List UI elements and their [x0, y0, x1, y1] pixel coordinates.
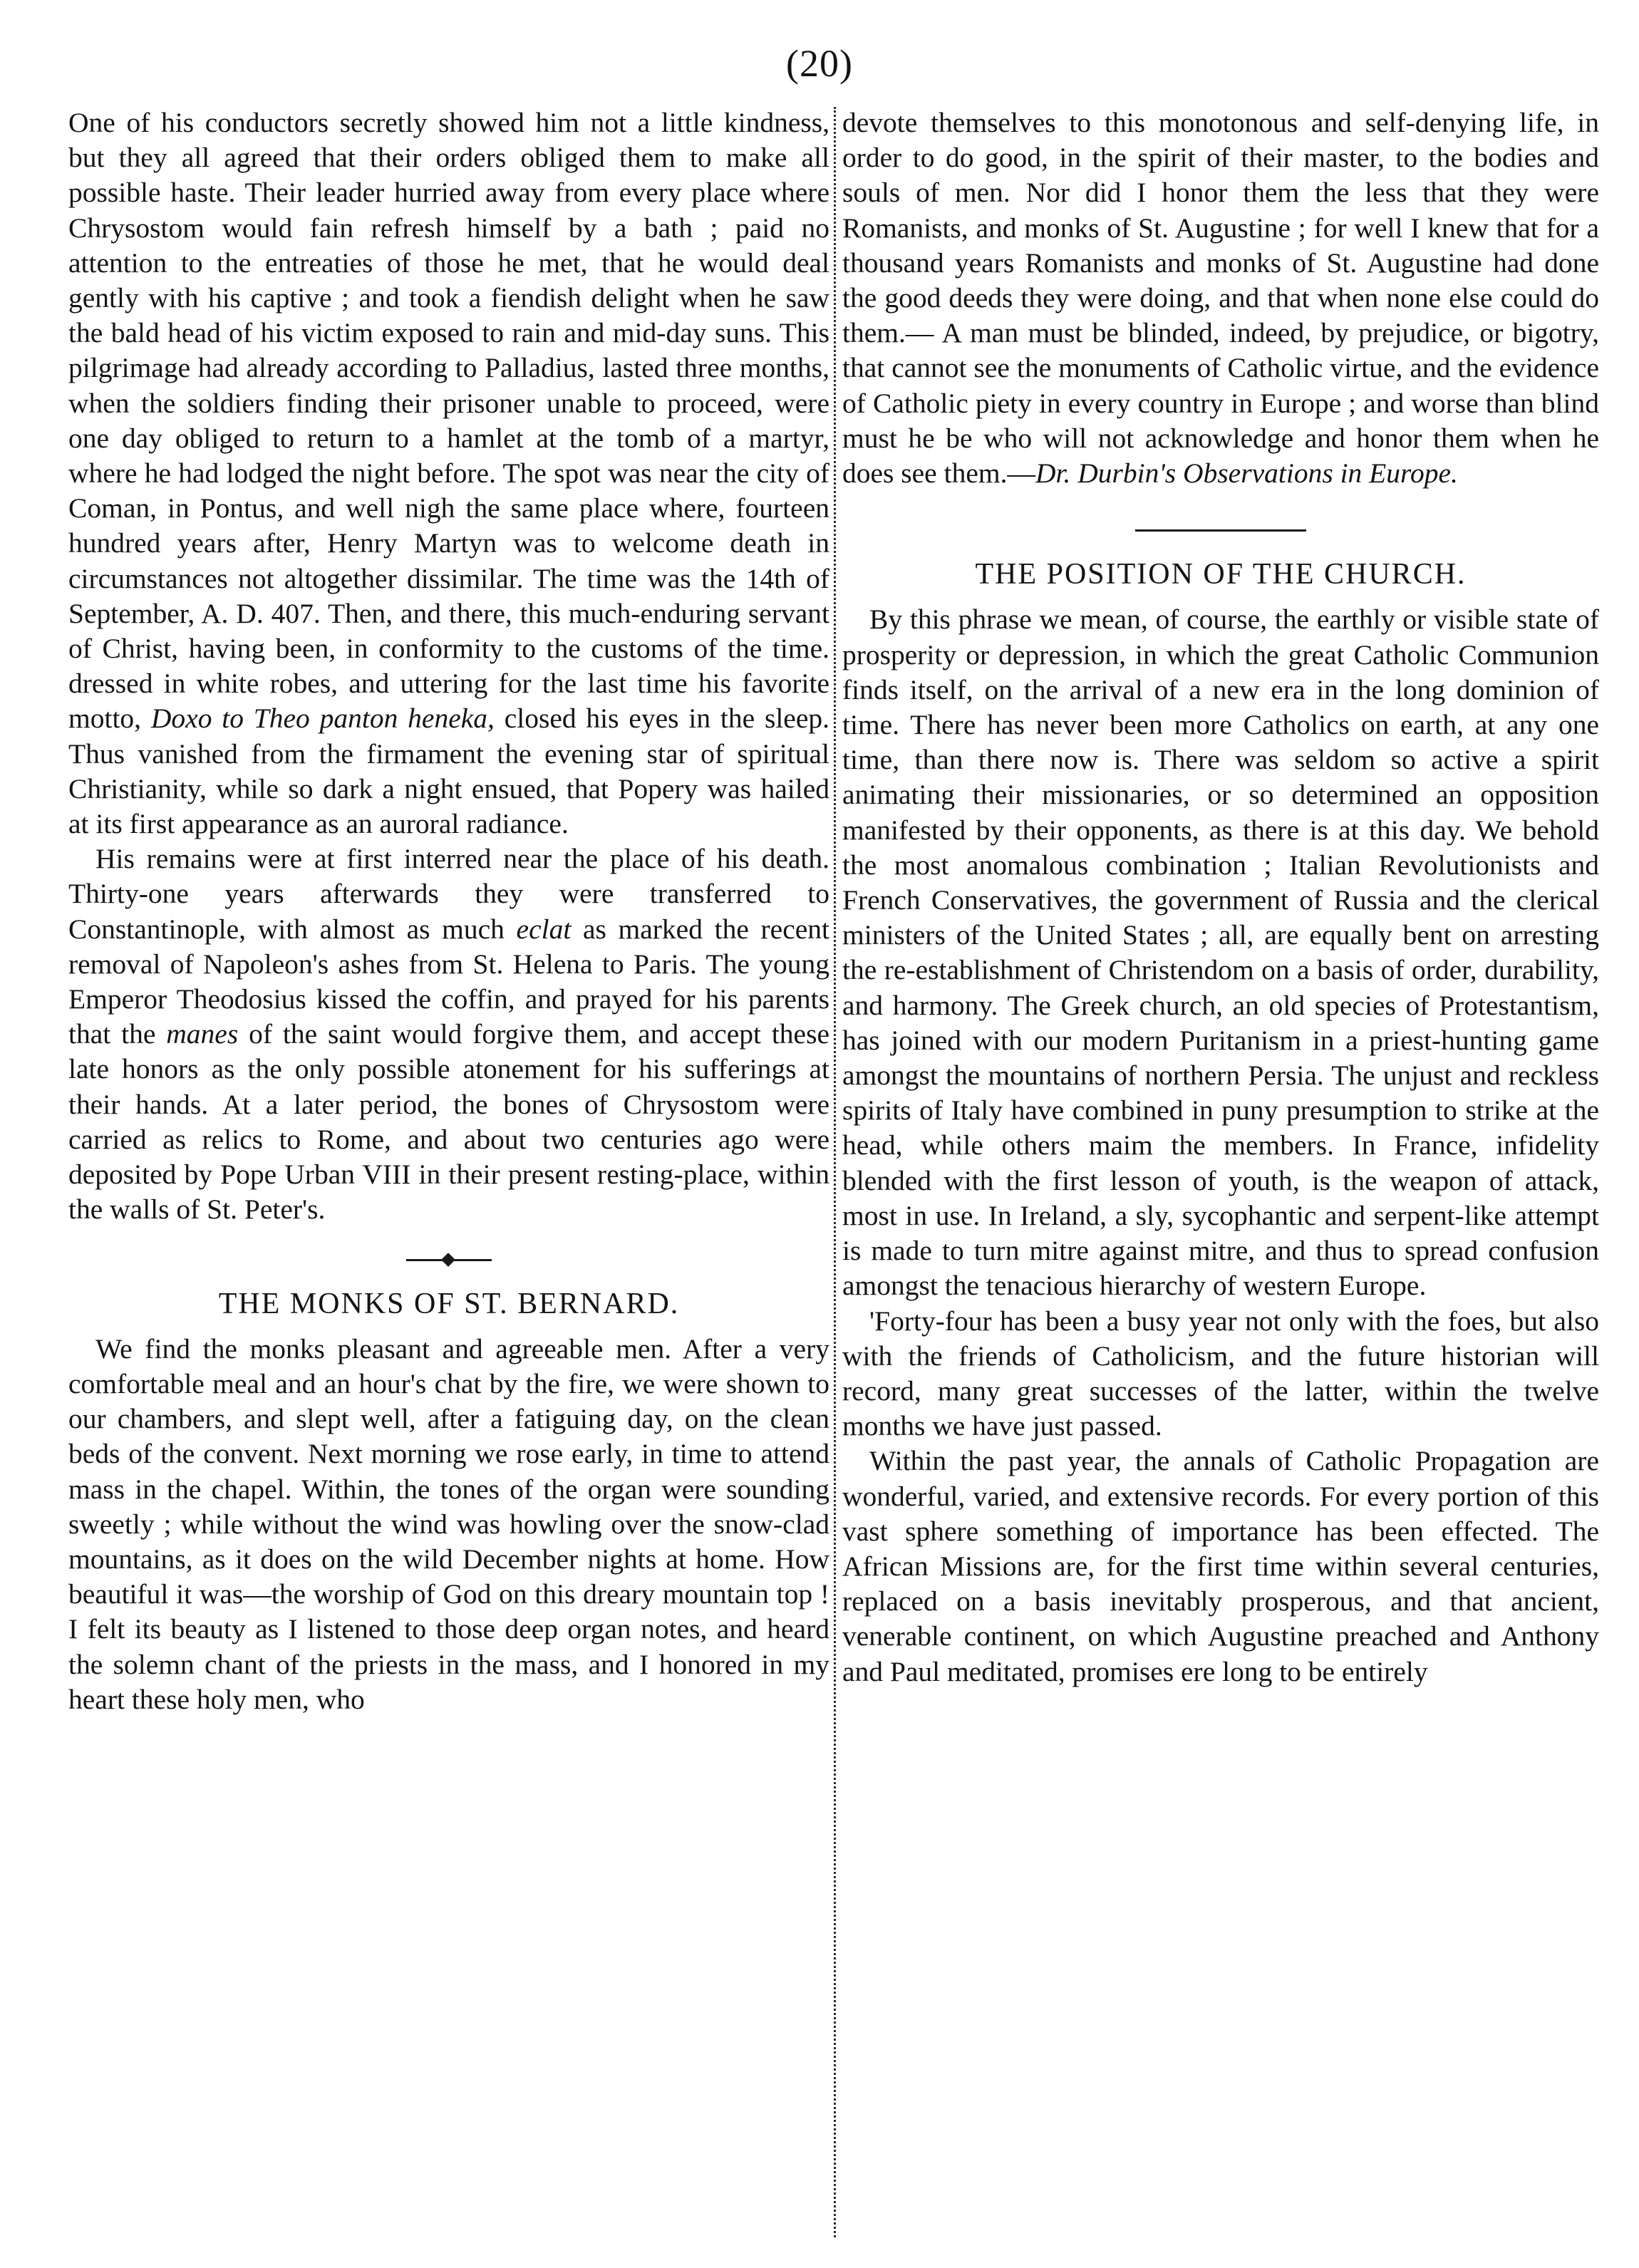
manes-italic: manes	[166, 1018, 239, 1050]
right-column	[842, 105, 1599, 1689]
monks-source-italic: Dr. Durbin's Observations in Europe.	[1035, 457, 1458, 490]
chrysostom-paragraph-2	[68, 842, 829, 1227]
chrysostom-text-2a: His remains were at first interred near the place of his death. Thirty-one years afterwards they were transferred to Constantinople, with almost as much	[68, 843, 829, 945]
eclat-italic: eclat	[516, 913, 572, 945]
column-divider	[834, 107, 836, 2237]
monks-continued-paragraph	[842, 105, 1599, 491]
monks-heading: THE MONKS OF ST. BERNARD.	[218, 1287, 680, 1320]
position-heading: THE POSITION OF THE CHURCH.	[975, 558, 1467, 591]
motto-italic: Doxo to Theo panton heneka,	[150, 703, 495, 735]
chrysostom-text-2b: as marked the recent removal of Napoleon's ashes from St. Helena to Paris. The young Emperor Theodosius kissed the coffin, and prayed for his parents that the	[68, 913, 830, 1050]
position-paragraph-1: By this phrase we mean, of course, the earthly or visible state of prosperity or depression, in which the great Catholic Communion finds itself, on the arrival of a new era in the long dominion of time. There has never been more Catholics on earth, at any one time, than there now is. There was seldom so active a spirit animating their missionaries, or so determined an opposition manifested by their opponents, as there is at this day. We behold the most anomalous combination ; Italian Revolutionists and French Conservatives, the government of Russia and the clerical ministers of the United States ; all, are equally bent on arresting the re-establishment of Christendom on a basis of order, durability, and harmony. The Greek church, an old species of Protestantism, has joined with our modern Puritanism in a priest-hunting game amongst the mountains of northern Persia. The unjust and reckless spirits of Italy have combined in puny presumption to strike at the head, while others maim the members. In France, infidelity blended with the first lesson of youth, is the weapon of attack, most in use. In Ireland, a sly, sycophantic and serpent-like attempt is made to turn mitre against mitre, and thus to spread confusion amongst the tenacious hierarchy of western Europe.	[842, 604, 1599, 1302]
section-divider-rule	[1135, 529, 1306, 532]
position-paragraph-2: 'Forty-four has been a busy year not only with the foes, but also with the friends of Catholicism, and the future historian will record, many great successes of the latter, within the twelve months we have just passed.	[842, 1305, 1599, 1442]
chrysostom-paragraph-1	[68, 105, 829, 842]
position-paragraph-3: Within the past year, the annals of Catholic Propagation are wonderful, varied, and extensive records. For every portion of this vast sphere something of importance has been effected. The African Missions are, for the first time within several centuries, replaced on a basis inevitably prosperous, and that ancient, venerable continent, on which Augustine preached and Anthony and Paul meditated, promises ere long to be entirely	[842, 1445, 1599, 1687]
chrysostom-text-1: One of his conductors secretly showed him not a little kindness, but they all agreed that their orders obliged them to make all possible haste. Their leader hurried away from every place where Chrysostom would fain refresh himself by a bath ; paid no attention to the entreaties of those he met, that he would deal gently with his captive ; and took a fiendish delight when he saw the bald head of his victim exposed to rain and mid-day suns. This pilgrimage had already according to Palladius, lasted three months, when the soldiers finding their prisoner unable to proceed, were one day obliged to return to a hamlet at the tomb of a martyr, where he had lodged the night before. The spot was near the city of Coman, in Pontus, and well nigh the same place where, fourteen hundred years after, Henry Martyn was to welcome death in circumstances not altogether dissimilar. The time was the 14th of September, A. D. 407. Then, and there, this much-enduring servant of Christ, having been, in conformity to the customs of the time. dressed in white robes, and uttering for the last time his favorite motto,	[68, 107, 829, 735]
monks-continued-text: devote themselves to this monotonous and self-denying life, in order to do good, in the spirit of their master, to the bodies and souls of men. Nor did I honor them the less that they were Romanists, and monks of St. Augustine ; for well I knew that for a thousand years Romanists and monks of St. Augustine had done the good deeds they were doing, and that when none else could do them.— A man must be blinded, indeed, by prejudice, or bigotry, that cannot see the monuments of Catholic virtue, and the evidence of Catholic piety in every country in Europe ; and worse than blind must he be who will not acknowledge and honor them when he does see them.—	[842, 107, 1599, 490]
monks-paragraph: We find the monks pleasant and agreeable men. After a very comfortable meal and an hour's chat by the fire, we were shown to our chambers, and slept well, after a fatiguing day, on the clean beds of the convent. Next morning we rose early, in time to attend mass in the chapel. Within, the tones of the organ were sounding sweetly ; while without the wind was howling over the snow-clad mountains, as it does on the wild December nights at home. How beautiful it was—the worship of God on this dreary mountain top ! I felt its beauty as I listened to those deep organ notes, and heard the solemn chant of the priests in the mass, and I honored in my heart these holy men, who	[68, 1332, 829, 1715]
chrysostom-text-2c: of the saint would forgive them, and accept these late honors as the only possible atonement for his sufferings at their hands. At a later period, the bones of Chrysostom were carried as relics to Rome, and about two centuries ago were deposited by Pope Urban VIII in their present resting-place, within the walls of St. Peter's.	[68, 1018, 829, 1226]
chrysostom-text-1b: closed his eyes in the sleep. Thus vanished from the firmament the evening star of spiritual Christianity, while so dark a night ensued, that Popery was hailed at its first appearance as an auroral radiance.	[68, 703, 829, 840]
left-column	[68, 105, 829, 1717]
page-number: (20)	[786, 42, 853, 85]
section-divider-ornament	[406, 1259, 492, 1261]
